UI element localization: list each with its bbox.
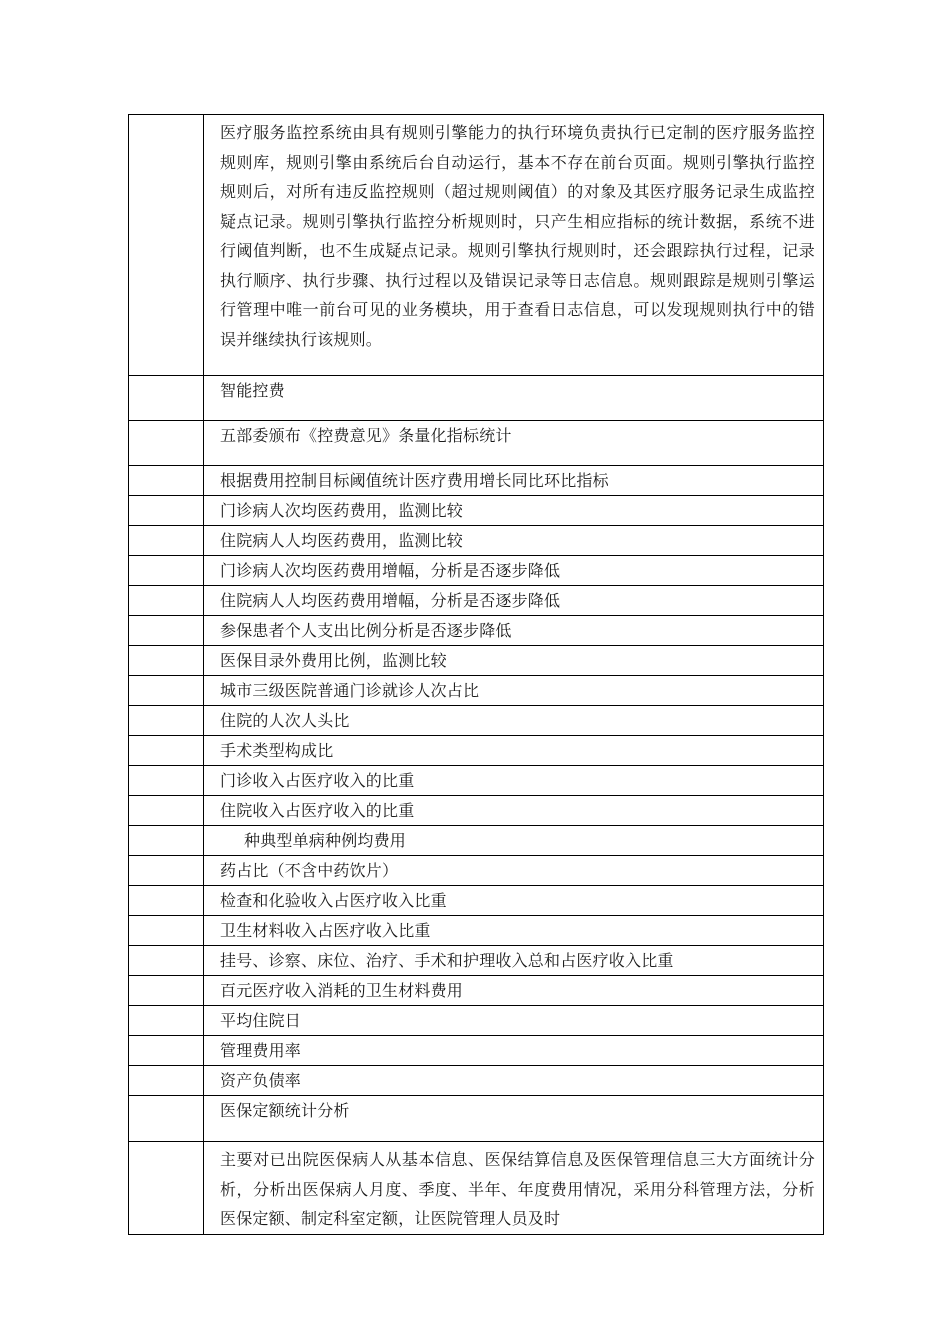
left-cell [129, 706, 204, 736]
table-row [129, 736, 824, 766]
table-row [129, 1036, 824, 1066]
paragraph-text: 主要对已出院医保病人从基本信息、医保结算信息及医保管理信息三大方面统计分析，分析出医保病人月度、季度、半年、年度费用情况，采用分科管理方法，分析医保定额、制定科室定额，让医院管理人员及时 [220, 1150, 815, 1228]
left-cell [129, 826, 204, 856]
indicator-cell: 住院的人次人头比 [204, 706, 824, 736]
table-row [129, 856, 824, 886]
left-cell [129, 466, 204, 496]
table-row [129, 946, 824, 976]
table-row [129, 796, 824, 826]
left-cell [129, 496, 204, 526]
left-cell [129, 946, 204, 976]
left-cell [129, 916, 204, 946]
left-cell [129, 1036, 204, 1066]
indicator-cell: 检查和化验收入占医疗收入比重 [204, 886, 824, 916]
indicator-cell: 资产负债率 [204, 1066, 824, 1096]
table-row [129, 766, 824, 796]
left-cell [129, 421, 204, 466]
left-cell [129, 886, 204, 916]
table-row [129, 496, 824, 526]
left-cell [129, 976, 204, 1006]
indicator-cell: 种典型单病种例均费用 [204, 826, 824, 856]
paragraph-text: 医疗服务监控系统由具有规则引擎能力的执行环境负责执行已定制的医疗服务监控规则库，规则引擎由系统后台自动运行，基本不存在前台页面。规则引擎执行监控规则后，对所有违反监控规则（超过规则阈值）的对象及其医疗服务记录生成监控疑点记录。规则引擎执行监控分析规则时，只产生相应指标的统计数据，系统不进行阈值判断，也不生成疑点记录。规则引擎执行规则时，还会跟踪执行过程，记录执行顺序、执行步骤、执行过程以及错误记录等日志信息。规则跟踪是规则引擎运行管理中唯一前台可见的业务模块，用于查看日志信息，可以发现规则执行中的错误并继续执行该规则。 [220, 123, 815, 349]
left-cell [129, 115, 204, 376]
left-cell [129, 736, 204, 766]
indicator-cell: 卫生材料收入占医疗收入比重 [204, 916, 824, 946]
table-row [129, 556, 824, 586]
subsection-heading-cell: 五部委颁布《控费意见》条量化指标统计 [204, 421, 824, 466]
table-row [129, 1066, 824, 1096]
table-row [129, 376, 824, 421]
table-row [129, 466, 824, 496]
indicator-cell: 根据费用控制目标阈值统计医疗费用增长同比环比指标 [204, 466, 824, 496]
left-cell [129, 796, 204, 826]
table-row [129, 886, 824, 916]
indicator-cell: 门诊病人次均医药费用，监测比较 [204, 496, 824, 526]
indicator-cell: 住院收入占医疗收入的比重 [204, 796, 824, 826]
indicator-cell: 百元医疗收入消耗的卫生材料费用 [204, 976, 824, 1006]
indicator-cell: 药占比（不含中药饮片） [204, 856, 824, 886]
subsection-heading-cell: 医保定额统计分析 [204, 1096, 824, 1142]
left-cell [129, 766, 204, 796]
table-row [129, 1006, 824, 1036]
table-row [129, 976, 824, 1006]
left-cell [129, 1066, 204, 1096]
table-row [129, 1142, 824, 1235]
table-row [129, 646, 824, 676]
table-row [129, 526, 824, 556]
left-cell [129, 376, 204, 421]
indicator-cell: 手术类型构成比 [204, 736, 824, 766]
rule-engine-paragraph [204, 115, 824, 376]
table-row [129, 826, 824, 856]
section-heading-cell: 智能控费 [204, 376, 824, 421]
left-cell [129, 556, 204, 586]
table-row [129, 421, 824, 466]
indicator-cell: 平均住院日 [204, 1006, 824, 1036]
table-row [129, 616, 824, 646]
indicator-cell: 门诊病人次均医药费用增幅，分析是否逐步降低 [204, 556, 824, 586]
indicator-cell: 住院病人人均医药费用增幅，分析是否逐步降低 [204, 586, 824, 616]
indicator-cell: 城市三级医院普通门诊就诊人次占比 [204, 676, 824, 706]
indicator-cell: 管理费用率 [204, 1036, 824, 1066]
left-cell [129, 526, 204, 556]
insurance-paragraph [204, 1142, 824, 1235]
left-cell [129, 616, 204, 646]
indicator-cell: 参保患者个人支出比例分析是否逐步降低 [204, 616, 824, 646]
left-cell [129, 1096, 204, 1142]
table-row [129, 115, 824, 376]
left-cell [129, 646, 204, 676]
table-row [129, 676, 824, 706]
indicator-cell: 医保目录外费用比例，监测比较 [204, 646, 824, 676]
left-cell [129, 1142, 204, 1235]
document-table [128, 114, 824, 1235]
table-row [129, 1096, 824, 1142]
indicator-cell: 门诊收入占医疗收入的比重 [204, 766, 824, 796]
left-cell [129, 1006, 204, 1036]
left-cell [129, 586, 204, 616]
table-row [129, 706, 824, 736]
table-row [129, 916, 824, 946]
left-cell [129, 856, 204, 886]
table-row [129, 586, 824, 616]
indicator-cell: 挂号、诊察、床位、治疗、手术和护理收入总和占医疗收入比重 [204, 946, 824, 976]
left-cell [129, 676, 204, 706]
indicator-cell: 住院病人人均医药费用，监测比较 [204, 526, 824, 556]
